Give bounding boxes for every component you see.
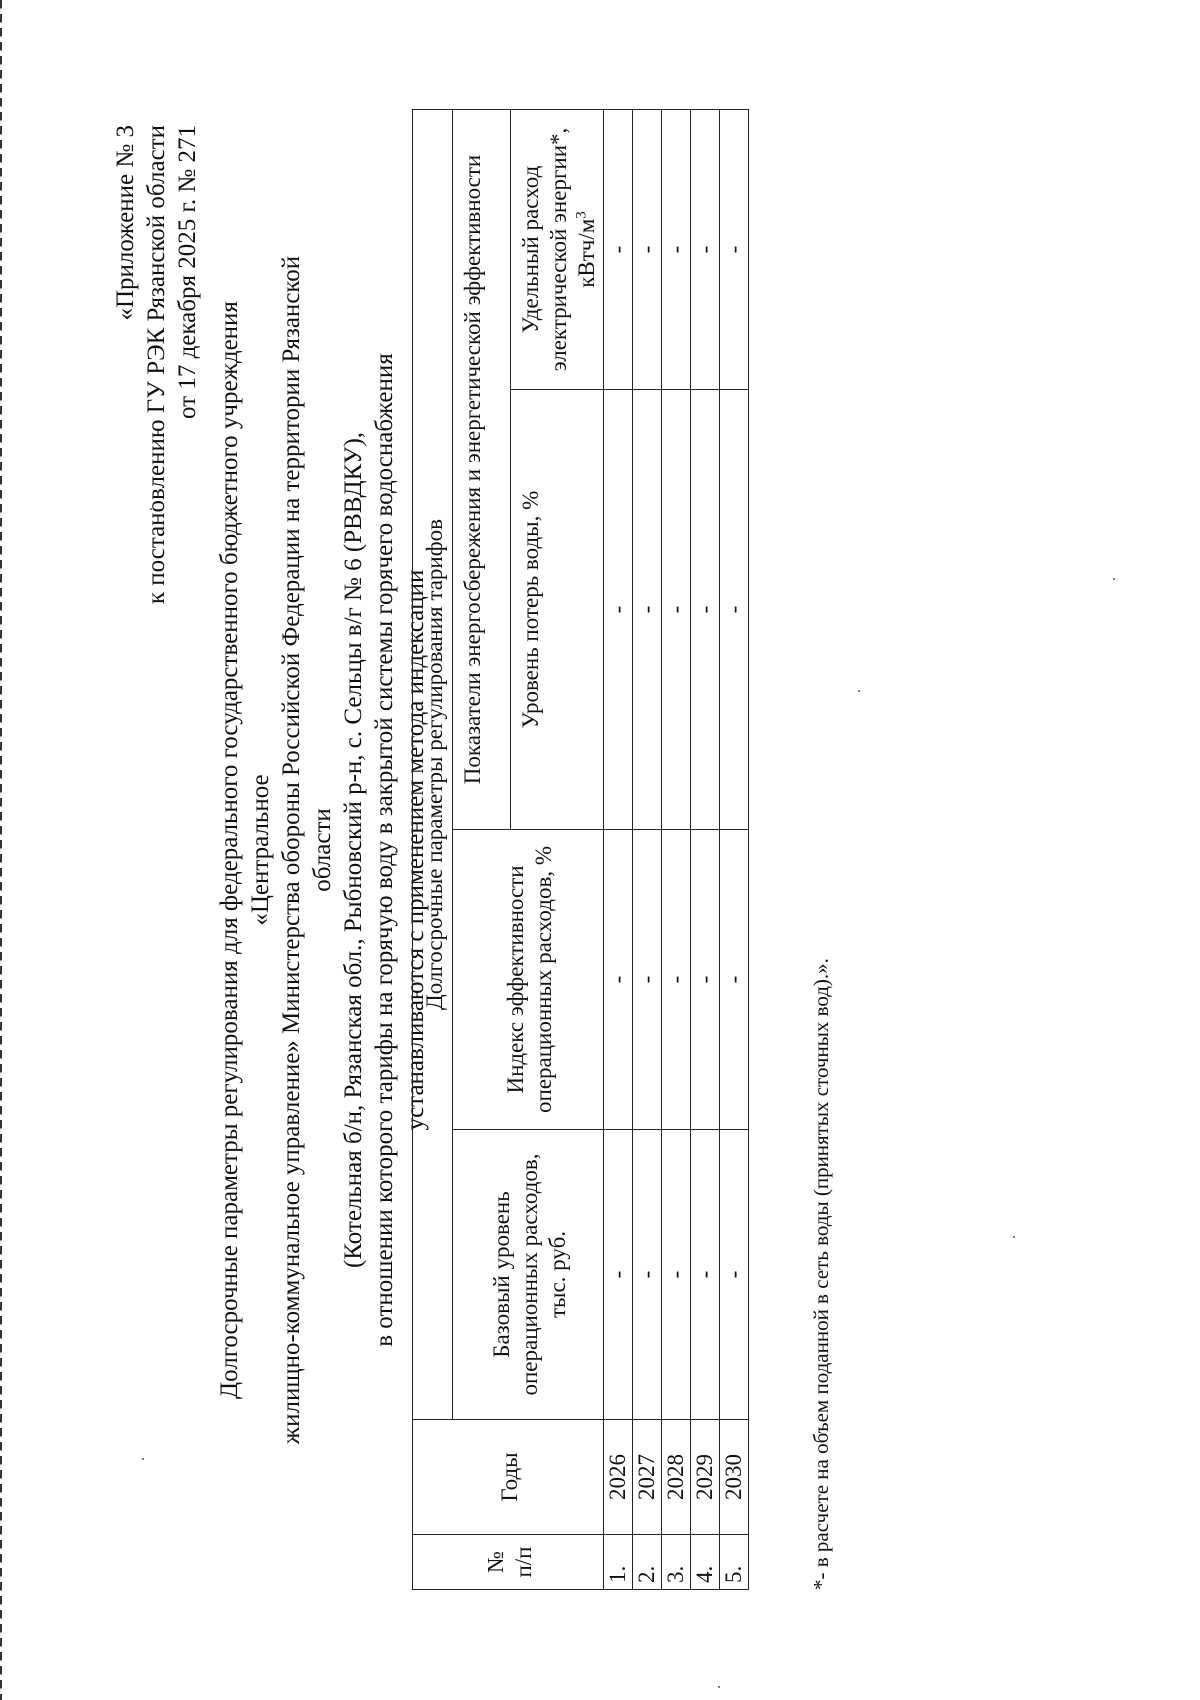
title-line: Долгосрочные параметры регулирования для федерального государственного бюджетного учреждения «Центральное xyxy=(216,301,274,1399)
row-year: 2027 xyxy=(633,1420,662,1535)
footnote: *- в расчете на объем поданной в сеть воды (принятых сточных вод).». xyxy=(809,958,833,1590)
row-electricity: - xyxy=(691,109,720,389)
title-line: устанавливаются с применением метода индексации xyxy=(402,569,429,1131)
row-efficiency-index: - xyxy=(633,830,662,1130)
parameters-table xyxy=(412,109,749,1590)
row-water-loss: - xyxy=(604,390,633,830)
title-line: (Котельная б/н, Рязанская обл., Рыбновский р-н, с. Сельцы в/г № 6 (РВВДКУ), xyxy=(340,431,367,1269)
title-line: в отношении которого тарифы на горячую воду в закрытой системы горячего водоснабжения xyxy=(371,353,398,1347)
appendix-resolution: к постановлению ГУ РЭК Рязанской области xyxy=(143,125,170,605)
row-water-loss: - xyxy=(633,390,662,830)
row-efficiency-index: - xyxy=(662,830,691,1130)
row-base-costs: - xyxy=(662,1130,691,1420)
table-row xyxy=(691,109,720,1589)
row-base-costs: - xyxy=(720,1130,749,1420)
header-electricity-exponent: 3 xyxy=(573,211,590,219)
appendix-number: «Приложение № 3 xyxy=(112,125,139,321)
header-years: Годы xyxy=(413,1420,604,1535)
row-electricity: - xyxy=(720,109,749,389)
row-water-loss: - xyxy=(720,390,749,830)
row-efficiency-index: - xyxy=(691,830,720,1130)
row-year: 2026 xyxy=(604,1420,633,1535)
row-efficiency-index: - xyxy=(604,830,633,1130)
row-number: 3. xyxy=(662,1535,691,1590)
header-row-number: № п/п xyxy=(413,1535,604,1590)
table-row xyxy=(662,109,691,1589)
header-efficiency-index: Индекс эффективности операционных расходов, % xyxy=(453,830,604,1130)
header-electricity-consumption xyxy=(511,109,604,389)
table-row xyxy=(633,109,662,1589)
row-electricity: - xyxy=(633,109,662,389)
header-base-operating-costs: Базовый уровень операционных расходов, тыс. руб. xyxy=(453,1130,604,1420)
header-water-loss: Уровень потерь воды, % xyxy=(511,390,604,830)
row-electricity: - xyxy=(604,109,633,389)
appendix-date: от 17 декабря 2025 г. № 271 xyxy=(174,125,201,420)
row-number: 4. xyxy=(691,1535,720,1590)
row-year: 2030 xyxy=(720,1420,749,1535)
appendix-reference xyxy=(110,125,203,604)
header-long-term-parameters: Долгосрочные параметры регулирования тарифов xyxy=(413,109,453,1419)
row-number: 2. xyxy=(633,1535,662,1590)
document-title xyxy=(214,230,431,1470)
title-line: жилищно-коммунальное управление» Министерства обороны Российской Федерации на территории Рязанской области xyxy=(278,255,336,1445)
row-efficiency-index: - xyxy=(720,830,749,1130)
header-energy-efficiency: Показатели энергосбережения и энергетической эффективности xyxy=(453,109,511,829)
row-base-costs: - xyxy=(691,1130,720,1420)
row-year: 2028 xyxy=(662,1420,691,1535)
row-number: 5. xyxy=(720,1535,749,1590)
row-water-loss: - xyxy=(691,390,720,830)
row-electricity: - xyxy=(662,109,691,389)
row-base-costs: - xyxy=(633,1130,662,1420)
row-water-loss: - xyxy=(662,390,691,830)
table-row xyxy=(720,109,749,1589)
row-year: 2029 xyxy=(691,1420,720,1535)
table-row xyxy=(604,109,633,1589)
header-electricity-text: Удельный расход электрической энергии*, кВтч/м xyxy=(518,127,599,372)
row-number: 1. xyxy=(604,1535,633,1590)
row-base-costs: - xyxy=(604,1130,633,1420)
